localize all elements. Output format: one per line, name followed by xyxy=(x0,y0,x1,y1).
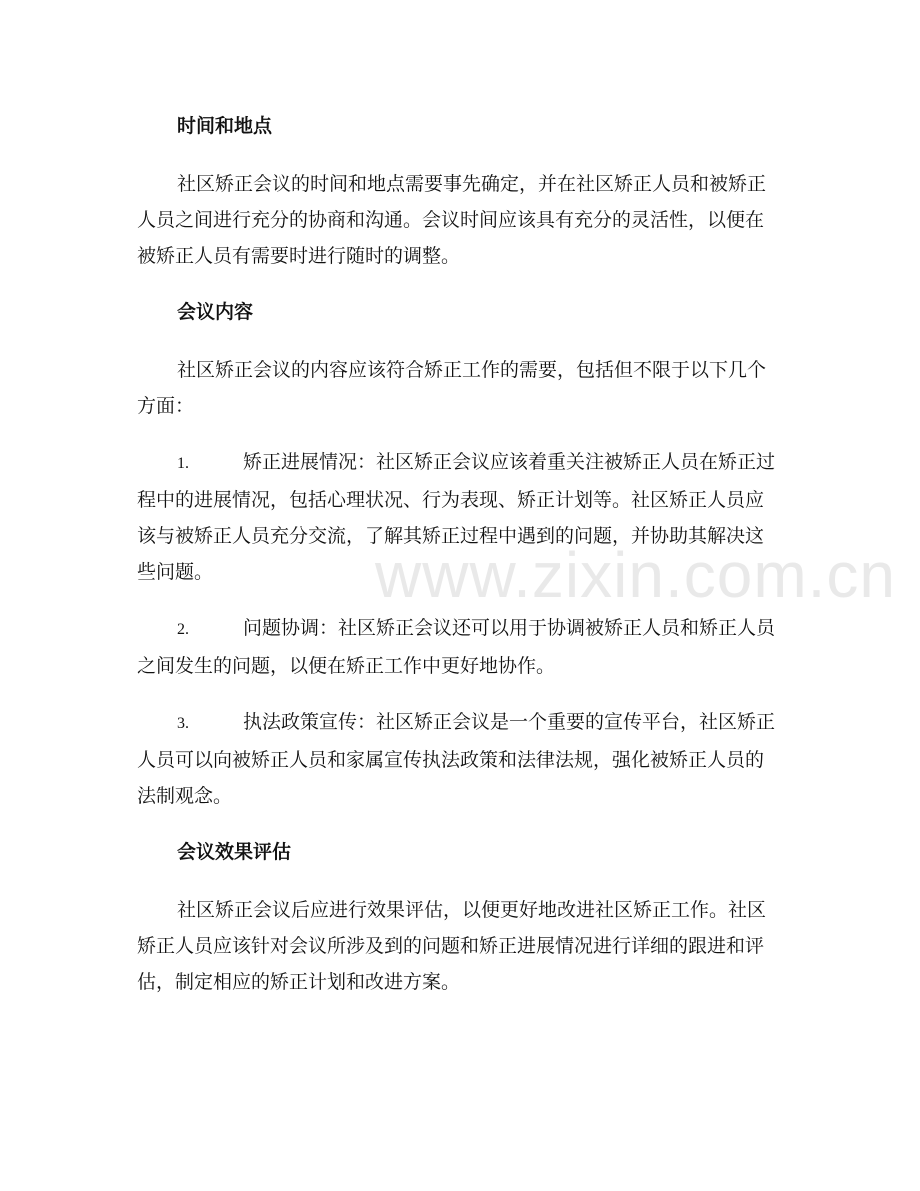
paragraph-time-place: 社区矫正会议的时间和地点需要事先确定，并在社区矫正人员和被矫正人员之间进行充分的协商和沟通。会议时间应该具有充分的灵活性，以便在被矫正人员有需要时进行随时的调整。 xyxy=(137,173,767,267)
list-item-text: 矫正进展情况：社区矫正会议应该着重关注被矫正人员在矫正过程中的进展情况，包括心理状况、行为表现、矫正计划等。社区矫正人员应该与被矫正人员充分交流，了解其矫正过程中遇到的问题，并协助其解决这些问题。 xyxy=(137,451,776,583)
list-item-text: 执法政策宣传：社区矫正会议是一个重要的宣传平台，社区矫正人员可以向被矫正人员和家属宣传执法政策和法律法规，强化被矫正人员的法制观念。 xyxy=(137,711,776,807)
list-item-text: 问题协调：社区矫正会议还可以用于协调被矫正人员和矫正人员之间发生的问题，以便在矫正工作中更好地协作。 xyxy=(137,617,776,677)
heading-evaluation: 会议效果评估 xyxy=(177,841,292,863)
list-item-number: 2. xyxy=(177,621,189,638)
paragraph-meeting-content: 社区矫正会议的内容应该符合矫正工作的需要，包括但不限于以下几个方面： xyxy=(137,359,767,417)
heading-meeting-content: 会议内容 xyxy=(177,301,254,323)
list-item xyxy=(137,610,777,684)
document-body xyxy=(137,108,777,1020)
watermark: www.zixin.com.cn xyxy=(375,539,896,611)
list-item-number: 1. xyxy=(177,455,189,472)
list-item xyxy=(137,444,777,590)
list-item xyxy=(137,704,777,814)
list-item-number: 3. xyxy=(177,715,189,732)
heading-time-place: 时间和地点 xyxy=(177,115,273,137)
paragraph-evaluation: 社区矫正会议后应进行效果评估，以便更好地改进社区矫正工作。社区矫正人员应该针对会议所涉及到的问题和矫正进展情况进行详细的跟进和评估，制定相应的矫正计划和改进方案。 xyxy=(137,899,767,993)
